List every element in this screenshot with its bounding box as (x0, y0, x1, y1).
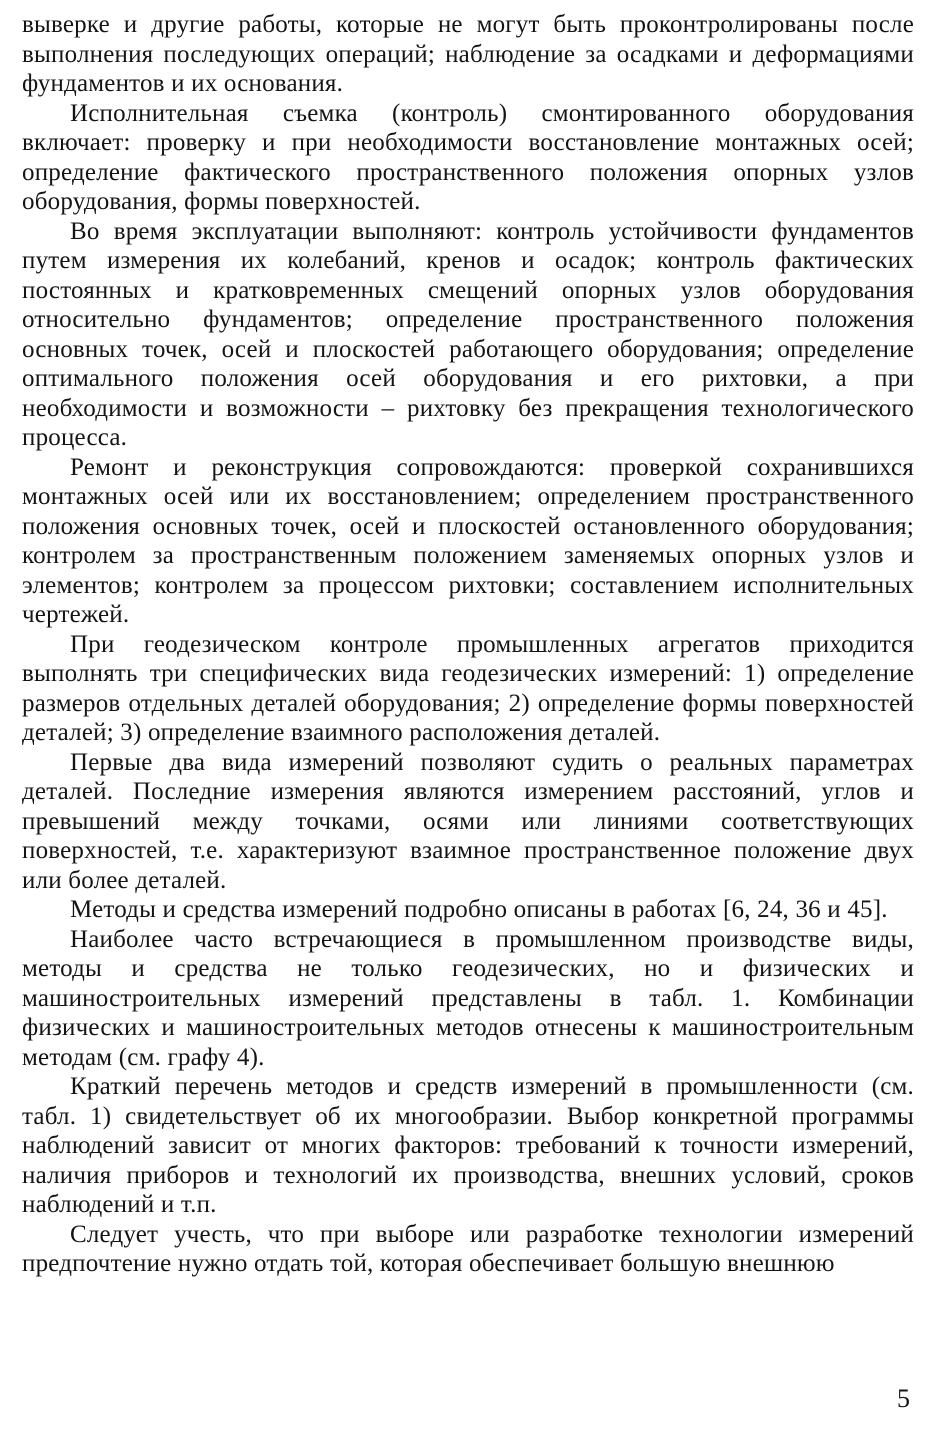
paragraph-10: Следует учесть, что при выборе или разработке технологии измерений предпочтение нужно отдать той, которая обеспечивает большую внешнюю (22, 1220, 914, 1277)
paragraph-9: Краткий перечень методов и средств измерений в промышленности (см. табл. 1) свидетельствует об их многообразии. Выбор конкретной программы наблюдений зависит от многих факторов: требований к точности измерений, наличия приборов и технологий их производства, внешних условий, сроков наблюдений и т.п. (22, 1073, 914, 1218)
paragraph-1: выверке и другие работы, которые не могут быть проконтролированы после выполнения последующих операций; наблюдение за осадками и деформациями фундаментов и их основания. (22, 11, 914, 97)
page-number: 5 (897, 1384, 910, 1413)
paragraph-3: Во время эксплуатации выполняют: контроль устойчивости фундаментов путем измерения их колебаний, кренов и осадок; контроль фактических постоянных и кратковременных смещений опорных узлов оборудования относительно фундаментов; определение пространственного положения основных точек, осей и плоскостей работающего оборудования; определение оптимального положения осей оборудования и его рихтовки, а при необходимости и возможности – рихтовку без прекращения технологического процесса. (22, 217, 914, 451)
paragraph-8: Наиболее часто встречающиеся в промышленном производстве виды, методы и средства не только геодезических, но и физических и машиностроительных измерений представлены в табл. 1. Комбинации физических и машиностроительных методов отнесены к машиностроительным методам (см. графу 4). (22, 925, 914, 1071)
paragraph-7: Методы и средства измерений подробно описаны в работах [6, 24, 36 и 45]. (70, 896, 888, 923)
paragraph-5: При геодезическом контроле промышленных агрегатов приходится выполнять три специфических вида геодезических измерений: 1) определение размеров отдельных деталей оборудования; 2) определение формы поверхностей деталей; 3) определение взаимного расположения деталей. (22, 630, 914, 746)
paragraph-4: Ремонт и реконструкция сопровождаются: проверкой сохранившихся монтажных осей или их восстановлением; определением пространственного положения основных точек, осей и плоскостей остановленного оборудования; контролем за пространственным положением заменяемых опорных узлов и элементов; контролем за процессом рихтовки; составлением исполнительных чертежей. (22, 453, 914, 628)
paragraph-6: Первые два вида измерений позволяют судить о реальных параметрах деталей. Последние измерения являются измерением расстояний, углов и превышений между точками, осями или линиями соответствующих поверхностей, т.е. характеризуют взаимное пространственное положение двух или более деталей. (22, 748, 914, 894)
paragraph-2: Исполнительная съемка (контроль) смонтированного оборудования включает: проверку и при необходимости восстановление монтажных осей; определение фактического пространственного положения опорных узлов оборудования, формы поверхностей. (22, 99, 914, 215)
page-body (22, 10, 914, 1279)
